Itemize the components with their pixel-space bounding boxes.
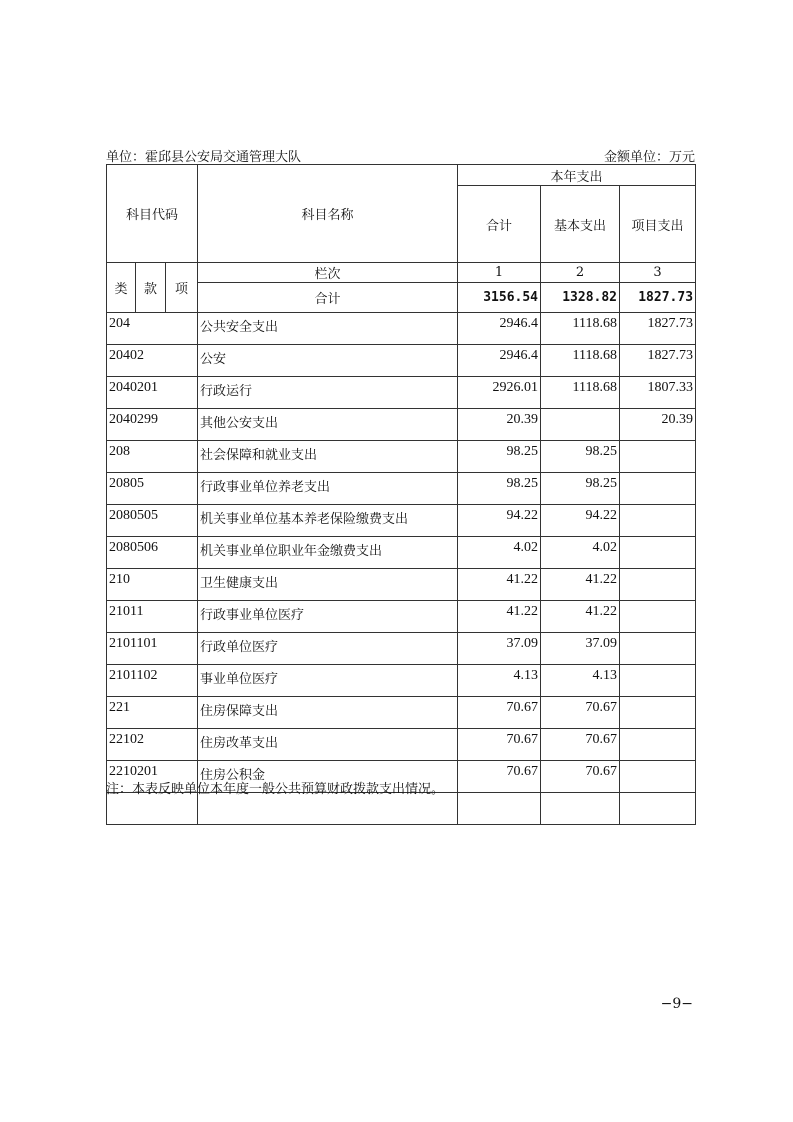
table-row	[107, 665, 696, 697]
row-code: 2040299	[107, 409, 198, 441]
row-total	[458, 793, 541, 825]
row-code: 2080506	[107, 537, 198, 569]
row-basic: 70.67	[541, 761, 620, 793]
row-total: 4.13	[458, 665, 541, 697]
row-name: 公安	[198, 345, 458, 377]
row-project	[620, 601, 696, 633]
table-row	[107, 441, 696, 473]
header-project: 项目支出	[620, 186, 696, 263]
row-basic: 4.02	[541, 537, 620, 569]
row-total: 37.09	[458, 633, 541, 665]
col-number-2: 2	[541, 263, 620, 283]
row-basic: 98.25	[541, 441, 620, 473]
header-xiang: 项	[166, 263, 198, 313]
row-total: 2946.4	[458, 313, 541, 345]
row-total: 20.39	[458, 409, 541, 441]
table-row	[107, 697, 696, 729]
row-basic: 98.25	[541, 473, 620, 505]
row-basic: 1118.68	[541, 345, 620, 377]
row-project	[620, 569, 696, 601]
row-name: 住房公积金	[198, 761, 458, 793]
table-row	[107, 473, 696, 505]
table-row	[107, 313, 696, 345]
table-row	[107, 633, 696, 665]
money-unit-label: 金额单位：万元	[603, 150, 695, 165]
row-code: 21011	[107, 601, 198, 633]
row-name: 机关事业单位职业年金缴费支出	[198, 537, 458, 569]
row-project	[620, 793, 696, 825]
row-name: 事业单位医疗	[198, 665, 458, 697]
row-total: 41.22	[458, 569, 541, 601]
row-total: 98.25	[458, 473, 541, 505]
row-code: 2101102	[107, 665, 198, 697]
row-project	[620, 441, 696, 473]
header-lanci: 栏次	[198, 263, 458, 283]
row-code: 221	[107, 697, 198, 729]
total-label: 合计	[198, 283, 458, 313]
row-code: 210	[107, 569, 198, 601]
row-project	[620, 633, 696, 665]
row-code: 20402	[107, 345, 198, 377]
row-basic: 70.67	[541, 697, 620, 729]
footnote: 注：本表反映单位本年度一般公共预算财政拨款支出情况。	[106, 782, 445, 797]
row-name: 行政单位医疗	[198, 633, 458, 665]
row-project	[620, 537, 696, 569]
row-basic	[541, 793, 620, 825]
row-basic: 1118.68	[541, 313, 620, 345]
table-row	[107, 377, 696, 409]
table-row	[107, 345, 696, 377]
row-total: 98.25	[458, 441, 541, 473]
row-name: 社会保障和就业支出	[198, 441, 458, 473]
header-group: 本年支出	[458, 165, 696, 186]
row-name: 其他公安支出	[198, 409, 458, 441]
row-basic: 1118.68	[541, 377, 620, 409]
header-kuan: 款	[136, 263, 166, 313]
row-project	[620, 697, 696, 729]
page-number: −9−	[660, 996, 693, 1012]
header-code: 科目代码	[107, 165, 198, 263]
row-code: 208	[107, 441, 198, 473]
total-project: 1827.73	[620, 283, 696, 313]
row-total: 70.67	[458, 697, 541, 729]
header-lei: 类	[107, 263, 136, 313]
row-name: 住房保障支出	[198, 697, 458, 729]
row-project	[620, 761, 696, 793]
row-project: 1807.33	[620, 377, 696, 409]
row-code: 2040201	[107, 377, 198, 409]
row-name: 行政运行	[198, 377, 458, 409]
expenditure-table	[106, 164, 696, 825]
row-project	[620, 665, 696, 697]
header-total: 合计	[458, 186, 541, 263]
table-row	[107, 729, 696, 761]
row-code: 2210201	[107, 761, 198, 793]
row-name: 机关事业单位基本养老保险缴费支出	[198, 505, 458, 537]
row-name: 卫生健康支出	[198, 569, 458, 601]
row-basic: 41.22	[541, 601, 620, 633]
table-row	[107, 537, 696, 569]
row-basic: 37.09	[541, 633, 620, 665]
row-code	[107, 793, 198, 825]
row-basic: 4.13	[541, 665, 620, 697]
row-project	[620, 729, 696, 761]
table-row	[107, 409, 696, 441]
row-total: 2946.4	[458, 345, 541, 377]
total-total: 3156.54	[458, 283, 541, 313]
row-total: 70.67	[458, 729, 541, 761]
row-total: 70.67	[458, 761, 541, 793]
row-total: 41.22	[458, 601, 541, 633]
table-row	[107, 569, 696, 601]
row-name: 行政事业单位养老支出	[198, 473, 458, 505]
row-project: 1827.73	[620, 313, 696, 345]
header-name: 科目名称	[198, 165, 458, 263]
row-project	[620, 505, 696, 537]
row-code: 22102	[107, 729, 198, 761]
row-name: 行政事业单位医疗	[198, 601, 458, 633]
row-code: 204	[107, 313, 198, 345]
col-number-1: 1	[458, 263, 541, 283]
row-basic: 70.67	[541, 729, 620, 761]
table-row	[107, 505, 696, 537]
row-project: 1827.73	[620, 345, 696, 377]
col-number-3: 3	[620, 263, 696, 283]
row-name: 公共安全支出	[198, 313, 458, 345]
row-total: 94.22	[458, 505, 541, 537]
total-basic: 1328.82	[541, 283, 620, 313]
row-name	[198, 793, 458, 825]
table-row	[107, 601, 696, 633]
row-total: 2926.01	[458, 377, 541, 409]
row-code: 2101101	[107, 633, 198, 665]
row-project: 20.39	[620, 409, 696, 441]
row-basic	[541, 409, 620, 441]
row-total: 4.02	[458, 537, 541, 569]
row-name: 住房改革支出	[198, 729, 458, 761]
header-basic: 基本支出	[541, 186, 620, 263]
row-code: 20805	[107, 473, 198, 505]
table-row	[107, 793, 696, 825]
row-basic: 94.22	[541, 505, 620, 537]
row-basic: 41.22	[541, 569, 620, 601]
row-project	[620, 473, 696, 505]
row-code: 2080505	[107, 505, 198, 537]
unit-label: 单位：霍邱县公安局交通管理大队	[106, 150, 302, 165]
